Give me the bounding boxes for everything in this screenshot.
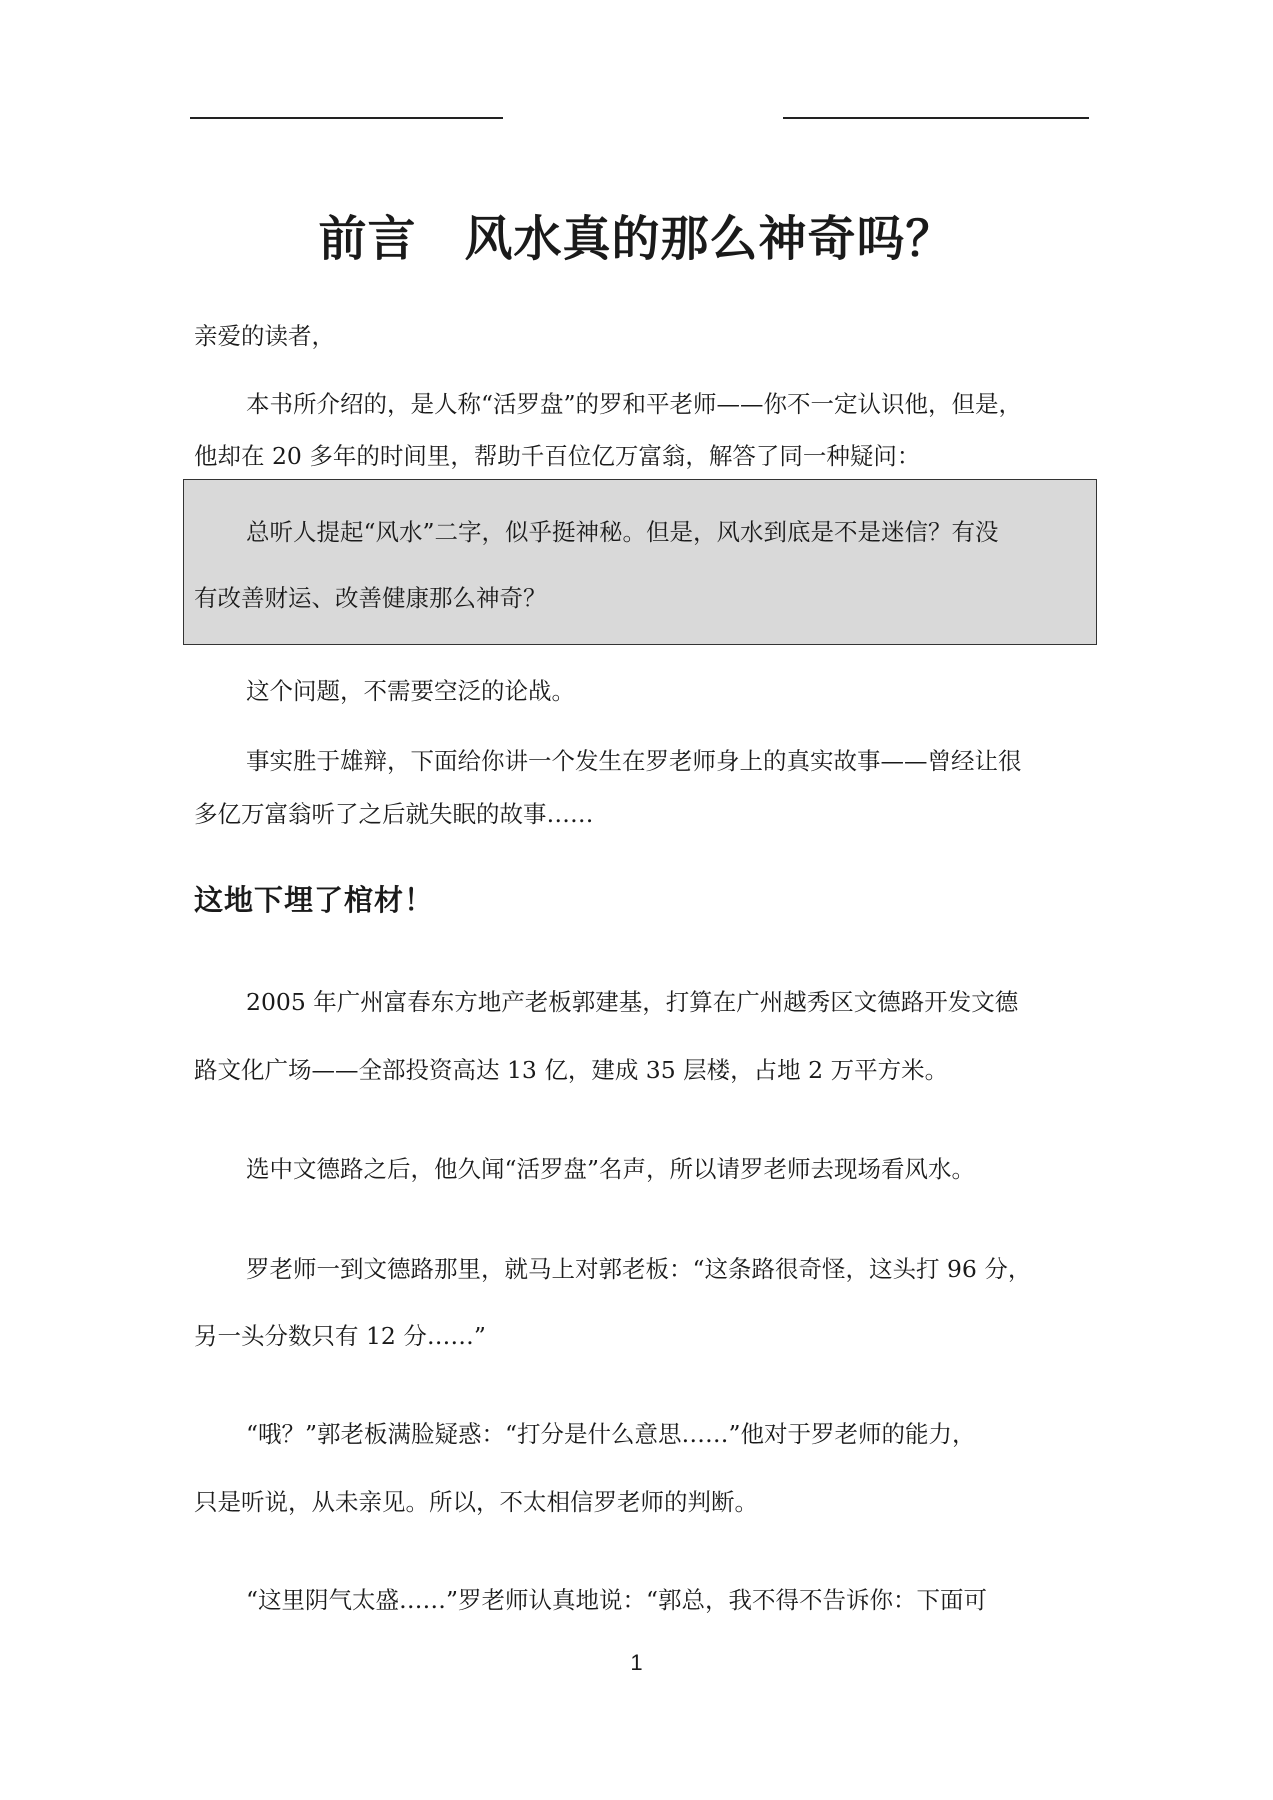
header-rule-right bbox=[783, 117, 1089, 119]
section-paragraph-1-line-1: 2005 年广州富春东方地产老板郭建基，打算在广州越秀区文德路开发文德 bbox=[246, 988, 1019, 1016]
intro-line-1: 本书所介绍的，是人称“活罗盘”的罗和平老师——你不一定认识他，但是， bbox=[246, 390, 1023, 418]
section-paragraph-4-line-1: “哦？”郭老板满脸疑惑：“打分是什么意思……”他对于罗老师的能力， bbox=[246, 1420, 976, 1448]
body-paragraph-2: 这个问题，不需要空泛的论战。 bbox=[246, 677, 575, 705]
greeting: 亲爱的读者， bbox=[194, 322, 335, 350]
section-paragraph-4-line-2: 只是听说，从未亲见。所以，不太相信罗老师的判断。 bbox=[194, 1488, 758, 1516]
section-paragraph-3-line-1: 罗老师一到文德路那里，就马上对郭老板：“这条路很奇怪，这头打 96 分， bbox=[246, 1255, 1032, 1283]
body-paragraph-3-line-2: 多亿万富翁听了之后就失眠的故事…… bbox=[194, 800, 594, 828]
section-paragraph-1-line-2: 路文化广场——全部投资高达 13 亿，建成 35 层楼，占地 2 万平方米。 bbox=[194, 1056, 949, 1084]
section-paragraph-3-line-2: 另一头分数只有 12 分……” bbox=[194, 1322, 486, 1350]
page-number: 1 bbox=[630, 1650, 643, 1675]
body-paragraph-3-line-1: 事实胜于雄辩，下面给你讲一个发生在罗老师身上的真实故事——曾经让很 bbox=[246, 747, 1022, 775]
section-paragraph-5-line-1: “这里阴气太盛……”罗老师认真地说：“郭总，我不得不告诉你：下面可 bbox=[246, 1586, 988, 1614]
section-paragraph-2: 选中文德路之后，他久闻“活罗盘”名声，所以请罗老师去现场看风水。 bbox=[246, 1155, 976, 1183]
section-heading: 这地下埋了棺材！ bbox=[194, 883, 435, 917]
quote-line-2: 有改善财运、改善健康那么神奇？ bbox=[194, 584, 547, 612]
page-title bbox=[0, 200, 1273, 269]
header-rule-left bbox=[190, 117, 503, 119]
title-part2: 风水真的那么神奇吗？ bbox=[464, 211, 955, 267]
intro-line-2: 他却在 20 多年的时间里，帮助千百位亿万富翁，解答了同一种疑问： bbox=[194, 442, 921, 470]
quote-line-1: 总听人提起“风水”二字，似乎挺神秘。但是，风水到底是不是迷信？有没 bbox=[246, 518, 999, 546]
title-part1: 前言 bbox=[318, 211, 417, 267]
quote-box bbox=[183, 479, 1097, 645]
